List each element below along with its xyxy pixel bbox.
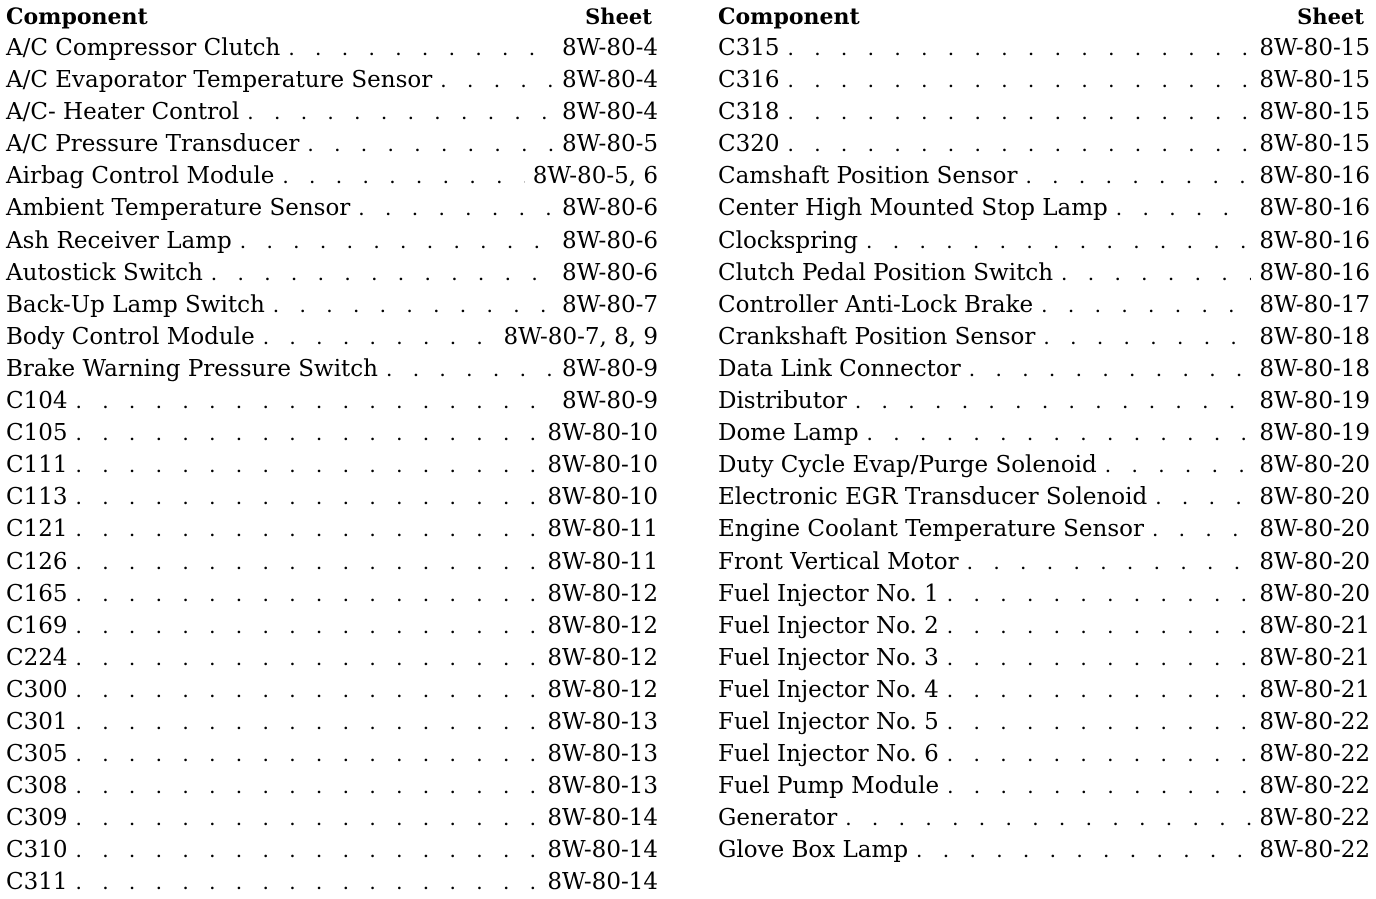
- component-name: Glove Box Lamp: [718, 837, 909, 864]
- component-name: C309: [6, 805, 68, 832]
- component-name: Generator: [718, 805, 838, 832]
- index-entry-row: [6, 64, 658, 96]
- component-name: Fuel Injector No. 4: [718, 676, 939, 703]
- sheet-reference: 8W-80-21: [1259, 676, 1370, 703]
- component-name: C315: [718, 35, 780, 61]
- dot-leader: [947, 738, 1252, 770]
- dot-leader: [282, 160, 524, 192]
- component-name: Camshaft Position Sensor: [718, 163, 1018, 190]
- dot-leader: [76, 449, 540, 481]
- dot-leader: [440, 64, 554, 96]
- component-name: C224: [6, 644, 68, 671]
- right-index-list: [718, 32, 1370, 866]
- sheet-reference: 8W-80-5: [561, 131, 658, 158]
- index-entry-row: [718, 32, 1370, 64]
- index-entry-row: [6, 834, 658, 866]
- index-entry-row: [718, 513, 1370, 545]
- dot-leader: [947, 610, 1252, 642]
- dot-leader: [845, 802, 1251, 834]
- index-entry-row: [6, 513, 658, 545]
- sheet-reference: 8W-80-18: [1259, 355, 1370, 382]
- index-entry-row: [718, 770, 1370, 802]
- component-name: C169: [6, 612, 68, 639]
- component-name: A/C Compressor Clutch: [6, 35, 281, 61]
- component-name: Fuel Injector No. 5: [718, 708, 939, 735]
- component-name: C300: [6, 676, 68, 703]
- component-name: C121: [6, 516, 68, 543]
- dot-leader: [788, 32, 1252, 64]
- component-name: Duty Cycle Evap/Purge Solenoid: [718, 452, 1097, 479]
- sheet-reference: 8W-80-6: [561, 195, 658, 222]
- sheet-reference: 8W-80-11: [547, 516, 658, 543]
- index-entry-row: [718, 642, 1370, 674]
- dot-leader: [211, 257, 554, 289]
- component-name: Autostick Switch: [6, 259, 203, 286]
- dot-leader: [307, 128, 554, 160]
- sheet-reference: 8W-80-20: [1259, 516, 1370, 543]
- sheet-reference: 8W-80-12: [547, 580, 658, 607]
- sheet-reference: 8W-80-16: [1259, 163, 1370, 190]
- dot-leader: [240, 225, 554, 257]
- component-name: Data Link Connector: [718, 355, 961, 382]
- dot-leader: [76, 642, 540, 674]
- index-entry-row: [718, 192, 1370, 224]
- component-name: Controller Anti-Lock Brake: [718, 291, 1034, 318]
- dot-leader: [263, 321, 496, 353]
- component-name: C316: [718, 67, 780, 94]
- index-entry-row: [6, 289, 658, 321]
- index-entry-row: [6, 706, 658, 738]
- dot-leader: [916, 834, 1251, 866]
- component-name: Clockspring: [718, 227, 859, 254]
- component-name: C308: [6, 773, 68, 800]
- index-entry-row: [718, 578, 1370, 610]
- dot-leader: [867, 417, 1252, 449]
- index-entry-row: [6, 225, 658, 257]
- dot-leader: [947, 674, 1252, 706]
- component-name: C301: [6, 708, 68, 735]
- dot-leader: [1116, 192, 1252, 224]
- right-index-column: [718, 2, 1370, 866]
- index-entry-row: [6, 642, 658, 674]
- component-name: Crankshaft Position Sensor: [718, 323, 1036, 350]
- dot-leader: [1061, 257, 1251, 289]
- sheet-reference: 8W-80-7: [561, 291, 658, 318]
- index-entry-row: [6, 192, 658, 224]
- sheet-heading: Sheet: [585, 4, 652, 29]
- dot-leader: [788, 64, 1252, 96]
- dot-leader: [947, 770, 1251, 802]
- dot-leader: [273, 289, 554, 321]
- index-entry-row: [6, 578, 658, 610]
- sheet-reference: 8W-80-4: [561, 35, 658, 61]
- sheet-reference: 8W-80-10: [547, 452, 658, 479]
- component-name: C311: [6, 869, 68, 896]
- index-entry-row: [6, 449, 658, 481]
- sheet-reference: 8W-80-14: [547, 869, 658, 896]
- index-entry-row: [718, 481, 1370, 513]
- sheet-reference: 8W-80-19: [1259, 420, 1370, 447]
- sheet-reference: 8W-80-16: [1259, 195, 1370, 222]
- index-entry-row: [718, 321, 1370, 353]
- dot-leader: [855, 385, 1251, 417]
- sheet-reference: 8W-80-7, 8, 9: [503, 323, 658, 350]
- sheet-reference: 8W-80-9: [561, 355, 658, 382]
- dot-leader: [1043, 321, 1251, 353]
- dot-leader: [76, 674, 540, 706]
- index-entry-row: [718, 706, 1370, 738]
- component-name: C126: [6, 548, 68, 575]
- dot-leader: [967, 546, 1252, 578]
- component-name: C104: [6, 388, 68, 415]
- component-name: Fuel Injector No. 6: [718, 741, 939, 768]
- index-entry-row: [6, 257, 658, 289]
- sheet-heading: Sheet: [1297, 4, 1364, 29]
- component-name: Engine Coolant Temperature Sensor: [718, 516, 1144, 543]
- left-index-list: [6, 32, 658, 899]
- component-name: Back-Up Lamp Switch: [6, 291, 265, 318]
- component-name: Body Control Module: [6, 323, 255, 350]
- component-name: Dome Lamp: [718, 420, 859, 447]
- component-name: Fuel Injector No. 3: [718, 644, 939, 671]
- sheet-reference: 8W-80-13: [547, 773, 658, 800]
- sheet-reference: 8W-80-20: [1259, 452, 1370, 479]
- index-entry-row: [718, 738, 1370, 770]
- index-entry-row: [718, 64, 1370, 96]
- dot-leader: [76, 546, 540, 578]
- dot-leader: [76, 738, 540, 770]
- sheet-reference: 8W-80-22: [1259, 741, 1370, 768]
- sheet-reference: 8W-80-20: [1259, 548, 1370, 575]
- component-heading: Component: [6, 4, 148, 30]
- component-name: Airbag Control Module: [6, 163, 275, 190]
- index-entry-row: [6, 160, 658, 192]
- dot-leader: [76, 834, 540, 866]
- sheet-reference: 8W-80-11: [547, 548, 658, 575]
- index-entry-row: [718, 160, 1370, 192]
- dot-leader: [76, 578, 540, 610]
- component-name: C305: [6, 741, 68, 768]
- component-name: C105: [6, 420, 68, 447]
- sheet-reference: 8W-80-18: [1259, 323, 1370, 350]
- index-entry-row: [718, 674, 1370, 706]
- index-entry-row: [718, 834, 1370, 866]
- index-entry-row: [718, 417, 1370, 449]
- index-entry-row: [6, 481, 658, 513]
- dot-leader: [788, 128, 1252, 160]
- sheet-reference: 8W-80-15: [1259, 131, 1370, 158]
- sheet-reference: 8W-80-22: [1259, 837, 1370, 864]
- sheet-reference: 8W-80-16: [1259, 259, 1370, 286]
- component-name: C113: [6, 484, 68, 511]
- component-name: Front Vertical Motor: [718, 548, 959, 575]
- component-name: C165: [6, 580, 68, 607]
- component-heading: Component: [718, 4, 860, 30]
- dot-leader: [76, 802, 540, 834]
- index-entry-row: [718, 546, 1370, 578]
- index-entry-row: [718, 353, 1370, 385]
- dot-leader: [1155, 481, 1251, 513]
- dot-leader: [947, 706, 1252, 738]
- dot-leader: [76, 513, 540, 545]
- dot-leader: [76, 481, 540, 513]
- component-name: A/C Evaporator Temperature Sensor: [6, 67, 433, 94]
- sheet-reference: 8W-80-21: [1259, 644, 1370, 671]
- sheet-reference: 8W-80-14: [547, 837, 658, 864]
- component-name: C320: [718, 131, 780, 158]
- dot-leader: [866, 225, 1251, 257]
- left-index-column: [6, 2, 658, 899]
- sheet-reference: 8W-80-6: [561, 259, 658, 286]
- index-entry-row: [6, 674, 658, 706]
- sheet-reference: 8W-80-13: [547, 741, 658, 768]
- sheet-reference: 8W-80-21: [1259, 612, 1370, 639]
- component-name: Fuel Pump Module: [718, 773, 940, 800]
- index-entry-row: [718, 257, 1370, 289]
- sheet-reference: 8W-80-19: [1259, 388, 1370, 415]
- index-entry-row: [6, 866, 658, 898]
- dot-leader: [947, 578, 1252, 610]
- dot-leader: [247, 96, 554, 128]
- dot-leader: [76, 770, 540, 802]
- sheet-reference: 8W-80-20: [1259, 484, 1370, 511]
- sheet-reference: 8W-80-4: [561, 99, 658, 126]
- index-entry-row: [6, 32, 658, 64]
- index-entry-row: [6, 610, 658, 642]
- index-entry-row: [718, 289, 1370, 321]
- sheet-reference: 8W-80-15: [1259, 99, 1370, 126]
- index-entry-row: [718, 385, 1370, 417]
- index-entry-row: [6, 321, 658, 353]
- component-name: C318: [718, 99, 780, 126]
- sheet-reference: 8W-80-22: [1259, 805, 1370, 832]
- index-entry-row: [6, 738, 658, 770]
- sheet-reference: 8W-80-12: [547, 644, 658, 671]
- dot-leader: [76, 610, 540, 642]
- dot-leader: [969, 353, 1252, 385]
- dot-leader: [358, 192, 554, 224]
- sheet-reference: 8W-80-10: [547, 484, 658, 511]
- component-name: Brake Warning Pressure Switch: [6, 355, 378, 382]
- sheet-reference: 8W-80-13: [547, 708, 658, 735]
- dot-leader: [76, 385, 554, 417]
- dot-leader: [386, 353, 554, 385]
- index-entry-row: [718, 225, 1370, 257]
- component-name: Distributor: [718, 388, 847, 415]
- sheet-reference: 8W-80-15: [1259, 35, 1370, 61]
- index-entry-row: [718, 96, 1370, 128]
- sheet-reference: 8W-80-12: [547, 612, 658, 639]
- index-entry-row: [718, 449, 1370, 481]
- left-column-header: [6, 2, 658, 32]
- sheet-reference: 8W-80-16: [1259, 227, 1370, 254]
- component-name: Fuel Injector No. 2: [718, 612, 939, 639]
- sheet-reference: 8W-80-9: [561, 388, 658, 415]
- sheet-reference: 8W-80-6: [561, 227, 658, 254]
- dot-leader: [76, 417, 540, 449]
- component-name: A/C Pressure Transducer: [6, 131, 300, 158]
- sheet-reference: 8W-80-20: [1259, 580, 1370, 607]
- index-entry-row: [6, 417, 658, 449]
- dot-leader: [1041, 289, 1251, 321]
- sheet-reference: 8W-80-17: [1259, 291, 1370, 318]
- component-name: A/C- Heater Control: [6, 99, 240, 126]
- component-name: C310: [6, 837, 68, 864]
- index-entry-row: [6, 353, 658, 385]
- right-column-header: [718, 2, 1370, 32]
- index-entry-row: [6, 802, 658, 834]
- index-entry-row: [6, 385, 658, 417]
- sheet-reference: 8W-80-10: [547, 420, 658, 447]
- component-name: Center High Mounted Stop Lamp: [718, 195, 1108, 222]
- dot-leader: [947, 642, 1252, 674]
- sheet-reference: 8W-80-12: [547, 676, 658, 703]
- index-entry-row: [718, 610, 1370, 642]
- component-name: Ambient Temperature Sensor: [6, 195, 351, 222]
- index-entry-row: [718, 128, 1370, 160]
- dot-leader: [1025, 160, 1251, 192]
- index-entry-row: [6, 96, 658, 128]
- dot-leader: [788, 96, 1252, 128]
- sheet-reference: 8W-80-4: [561, 67, 658, 94]
- component-name: Clutch Pedal Position Switch: [718, 259, 1054, 286]
- index-entry-row: [6, 770, 658, 802]
- index-entry-row: [6, 128, 658, 160]
- dot-leader: [1105, 449, 1252, 481]
- sheet-reference: 8W-80-5, 6: [532, 163, 658, 190]
- sheet-reference: 8W-80-15: [1259, 67, 1370, 94]
- sheet-reference: 8W-80-14: [547, 805, 658, 832]
- component-name: Fuel Injector No. 1: [718, 580, 939, 607]
- component-name: Electronic EGR Transducer Solenoid: [718, 484, 1148, 511]
- index-entry-row: [718, 802, 1370, 834]
- sheet-reference: 8W-80-22: [1259, 708, 1370, 735]
- component-name: Ash Receiver Lamp: [6, 227, 232, 254]
- dot-leader: [288, 32, 554, 64]
- sheet-reference: 8W-80-22: [1259, 773, 1370, 800]
- dot-leader: [76, 706, 540, 738]
- index-entry-row: [6, 546, 658, 578]
- dot-leader: [76, 866, 540, 898]
- component-name: C111: [6, 452, 68, 479]
- dot-leader: [1152, 513, 1251, 545]
